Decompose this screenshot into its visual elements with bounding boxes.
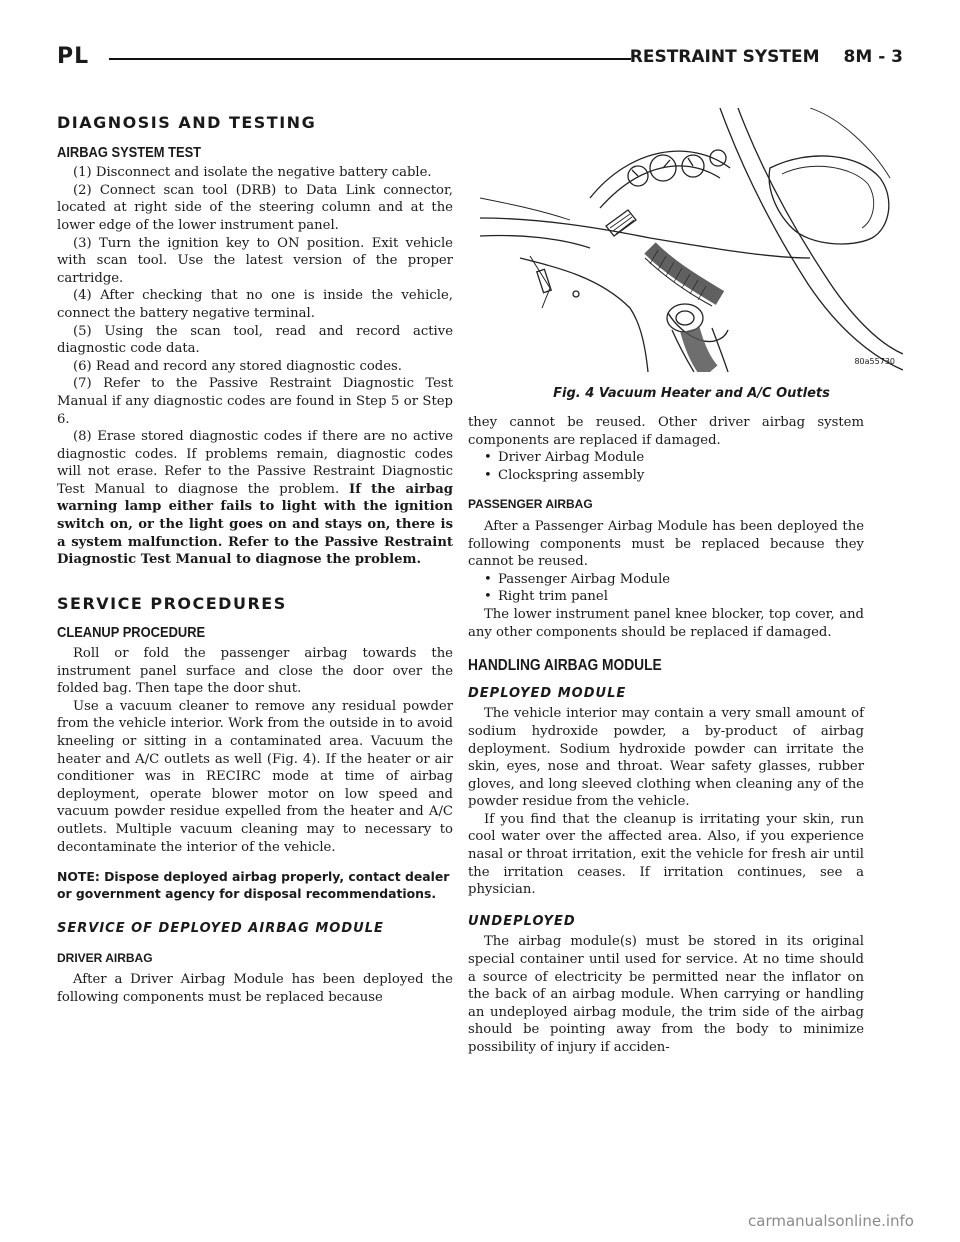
test-step-3: (3) Turn the ignition key to ON position. Exit vehicle with scan tool. Use the latest version of the proper cartridge. bbox=[57, 235, 453, 286]
header-title: RESTRAINT SYSTEM bbox=[629, 47, 820, 67]
handling-heading: HANDLING AIRBAG MODULE bbox=[468, 657, 662, 675]
deployed-paragraph-2: If you find that the cleanup is irritating your skin, run cool water over the affected area. Also, if you experience nasal or throat irritation, exit the vehicle for fresh air until the irritation ceases. If irritation continues, see a physician. bbox=[468, 811, 864, 898]
figure-caption: Fig. 4 Vacuum Heater and A/C Outlets bbox=[553, 386, 830, 401]
cleanup-paragraph-2: Use a vacuum cleaner to remove any residual powder from the vehicle interior. Work from the outside in to avoid kneeling or sitting in a contaminated area. Vacuum the heater and A/C outlets as well (Fig. 4). If the heater or air conditioner was in RECIRC mode at time of airbag deployment, operate blower motor on low speed and vacuum powder residue expelled from the heater and A/C outlets. Multiple vacuum cleaning may to necessary to decontaminate the interior of the vehicle. bbox=[57, 698, 453, 855]
figure-id: 80a55730 bbox=[854, 357, 895, 366]
service-heading: SERVICE PROCEDURES bbox=[57, 593, 287, 613]
page-header bbox=[57, 44, 903, 74]
header-model-code: PL bbox=[57, 44, 90, 69]
driver-airbag-continued: they cannot be reused. Other driver airbag system components are replaced if damaged. bbox=[468, 415, 864, 448]
right-column bbox=[468, 414, 864, 1057]
driver-airbag-paragraph: After a Driver Airbag Module has been deployed the following components must be replaced because bbox=[57, 972, 453, 1005]
passenger-airbag-paragraph-2: The lower instrument panel knee blocker, top cover, and any other components should be replaced if damaged. bbox=[468, 606, 864, 640]
test-step-8-warning: If the airbag warning lamp either fails to light with the ignition switch on, or the light goes on and stays on, there is a system malfunction. Refer to the Passive Restraint Diagnostic Test Manual to diagnose the problem. bbox=[57, 481, 453, 568]
test-step-8-text: (8) Erase stored diagnostic codes if there are no active diagnostic codes. If problems remain, diagnostic codes will not erase. Refer to the Passive Restraint Diagnostic Test Manual to diagnose the problem. bbox=[57, 429, 453, 497]
driver-airbag-heading: DRIVER AIRBAG bbox=[57, 950, 153, 965]
list-item: • Right trim panel bbox=[484, 588, 864, 606]
disposal-note: NOTE: Dispose deployed airbag properly, contact dealer or government agency for disposal recommendations. bbox=[57, 869, 450, 902]
left-column bbox=[57, 108, 453, 1007]
passenger-airbag-list bbox=[468, 571, 864, 606]
header-title-block bbox=[630, 47, 903, 67]
test-step-4: (4) After checking that no one is inside the vehicle, connect the battery negative terminal. bbox=[57, 288, 453, 321]
undeployed-paragraph: The airbag module(s) must be stored in its original special container until used for service. At no time should a source of electricity be permitted near the inflator on the back of an airbag module. When carrying or handling an undeployed airbag module, the trim side of the airbag should be pointing away from the body to minimize possibility of injury if acciden- bbox=[468, 934, 864, 1055]
test-step-5: (5) Using the scan tool, read and record active diagnostic code data. bbox=[57, 323, 453, 357]
diagnosis-heading: DIAGNOSIS AND TESTING bbox=[57, 113, 317, 132]
test-step-2: (2) Connect scan tool (DRB) to Data Link connector, located at right side of the steering column and at the lower edge of the lower instrument panel. bbox=[57, 182, 453, 233]
deployed-paragraph-1: The vehicle interior may contain a very small amount of sodium hydroxide powder, a by-product of airbag deployment. Sodium hydroxide powder can irritate the skin, eyes, nose and throat. Wear safety glasses, rubber gloves, and long sleeved clothing when cleaning any of the powder residue from the vehicle. bbox=[468, 706, 864, 810]
service-deployed-heading: SERVICE OF DEPLOYED AIRBAG MODULE bbox=[57, 921, 384, 937]
test-step-6: (6) Read and record any stored diagnostic codes. bbox=[73, 358, 402, 374]
list-item: • Driver Airbag Module bbox=[484, 449, 864, 467]
passenger-airbag-heading: PASSENGER AIRBAG bbox=[468, 497, 593, 512]
list-item: • Clockspring assembly bbox=[484, 467, 864, 485]
airbag-test-heading: AIRBAG SYSTEM TEST bbox=[57, 143, 202, 161]
list-item: • Passenger Airbag Module bbox=[484, 571, 864, 589]
dashboard-illustration bbox=[480, 108, 903, 372]
header-rule bbox=[109, 58, 631, 60]
figure-vacuum-outlets bbox=[480, 108, 903, 372]
test-step-8 bbox=[57, 428, 453, 569]
deployed-module-heading: DEPLOYED MODULE bbox=[468, 685, 627, 701]
header-page-number: 8M - 3 bbox=[843, 47, 903, 67]
test-step-1: (1) Disconnect and isolate the negative battery cable. bbox=[73, 165, 432, 181]
undeployed-heading: UNDEPLOYED bbox=[468, 913, 576, 929]
cleanup-paragraph-1: Roll or fold the passenger airbag towards the instrument panel surface and close the door over the folded bag. Then tape the door shut. bbox=[57, 646, 453, 697]
test-step-7: (7) Refer to the Passive Restraint Diagnostic Test Manual if any diagnostic codes are found in Step 5 or Step 6. bbox=[57, 376, 453, 427]
passenger-airbag-paragraph: After a Passenger Airbag Module has been deployed the following components must be replaced because they cannot be reused. bbox=[468, 518, 864, 570]
cleanup-heading: CLEANUP PROCEDURE bbox=[57, 624, 206, 642]
watermark: carmanualsonline.info bbox=[748, 1212, 914, 1230]
driver-airbag-list bbox=[468, 449, 864, 484]
